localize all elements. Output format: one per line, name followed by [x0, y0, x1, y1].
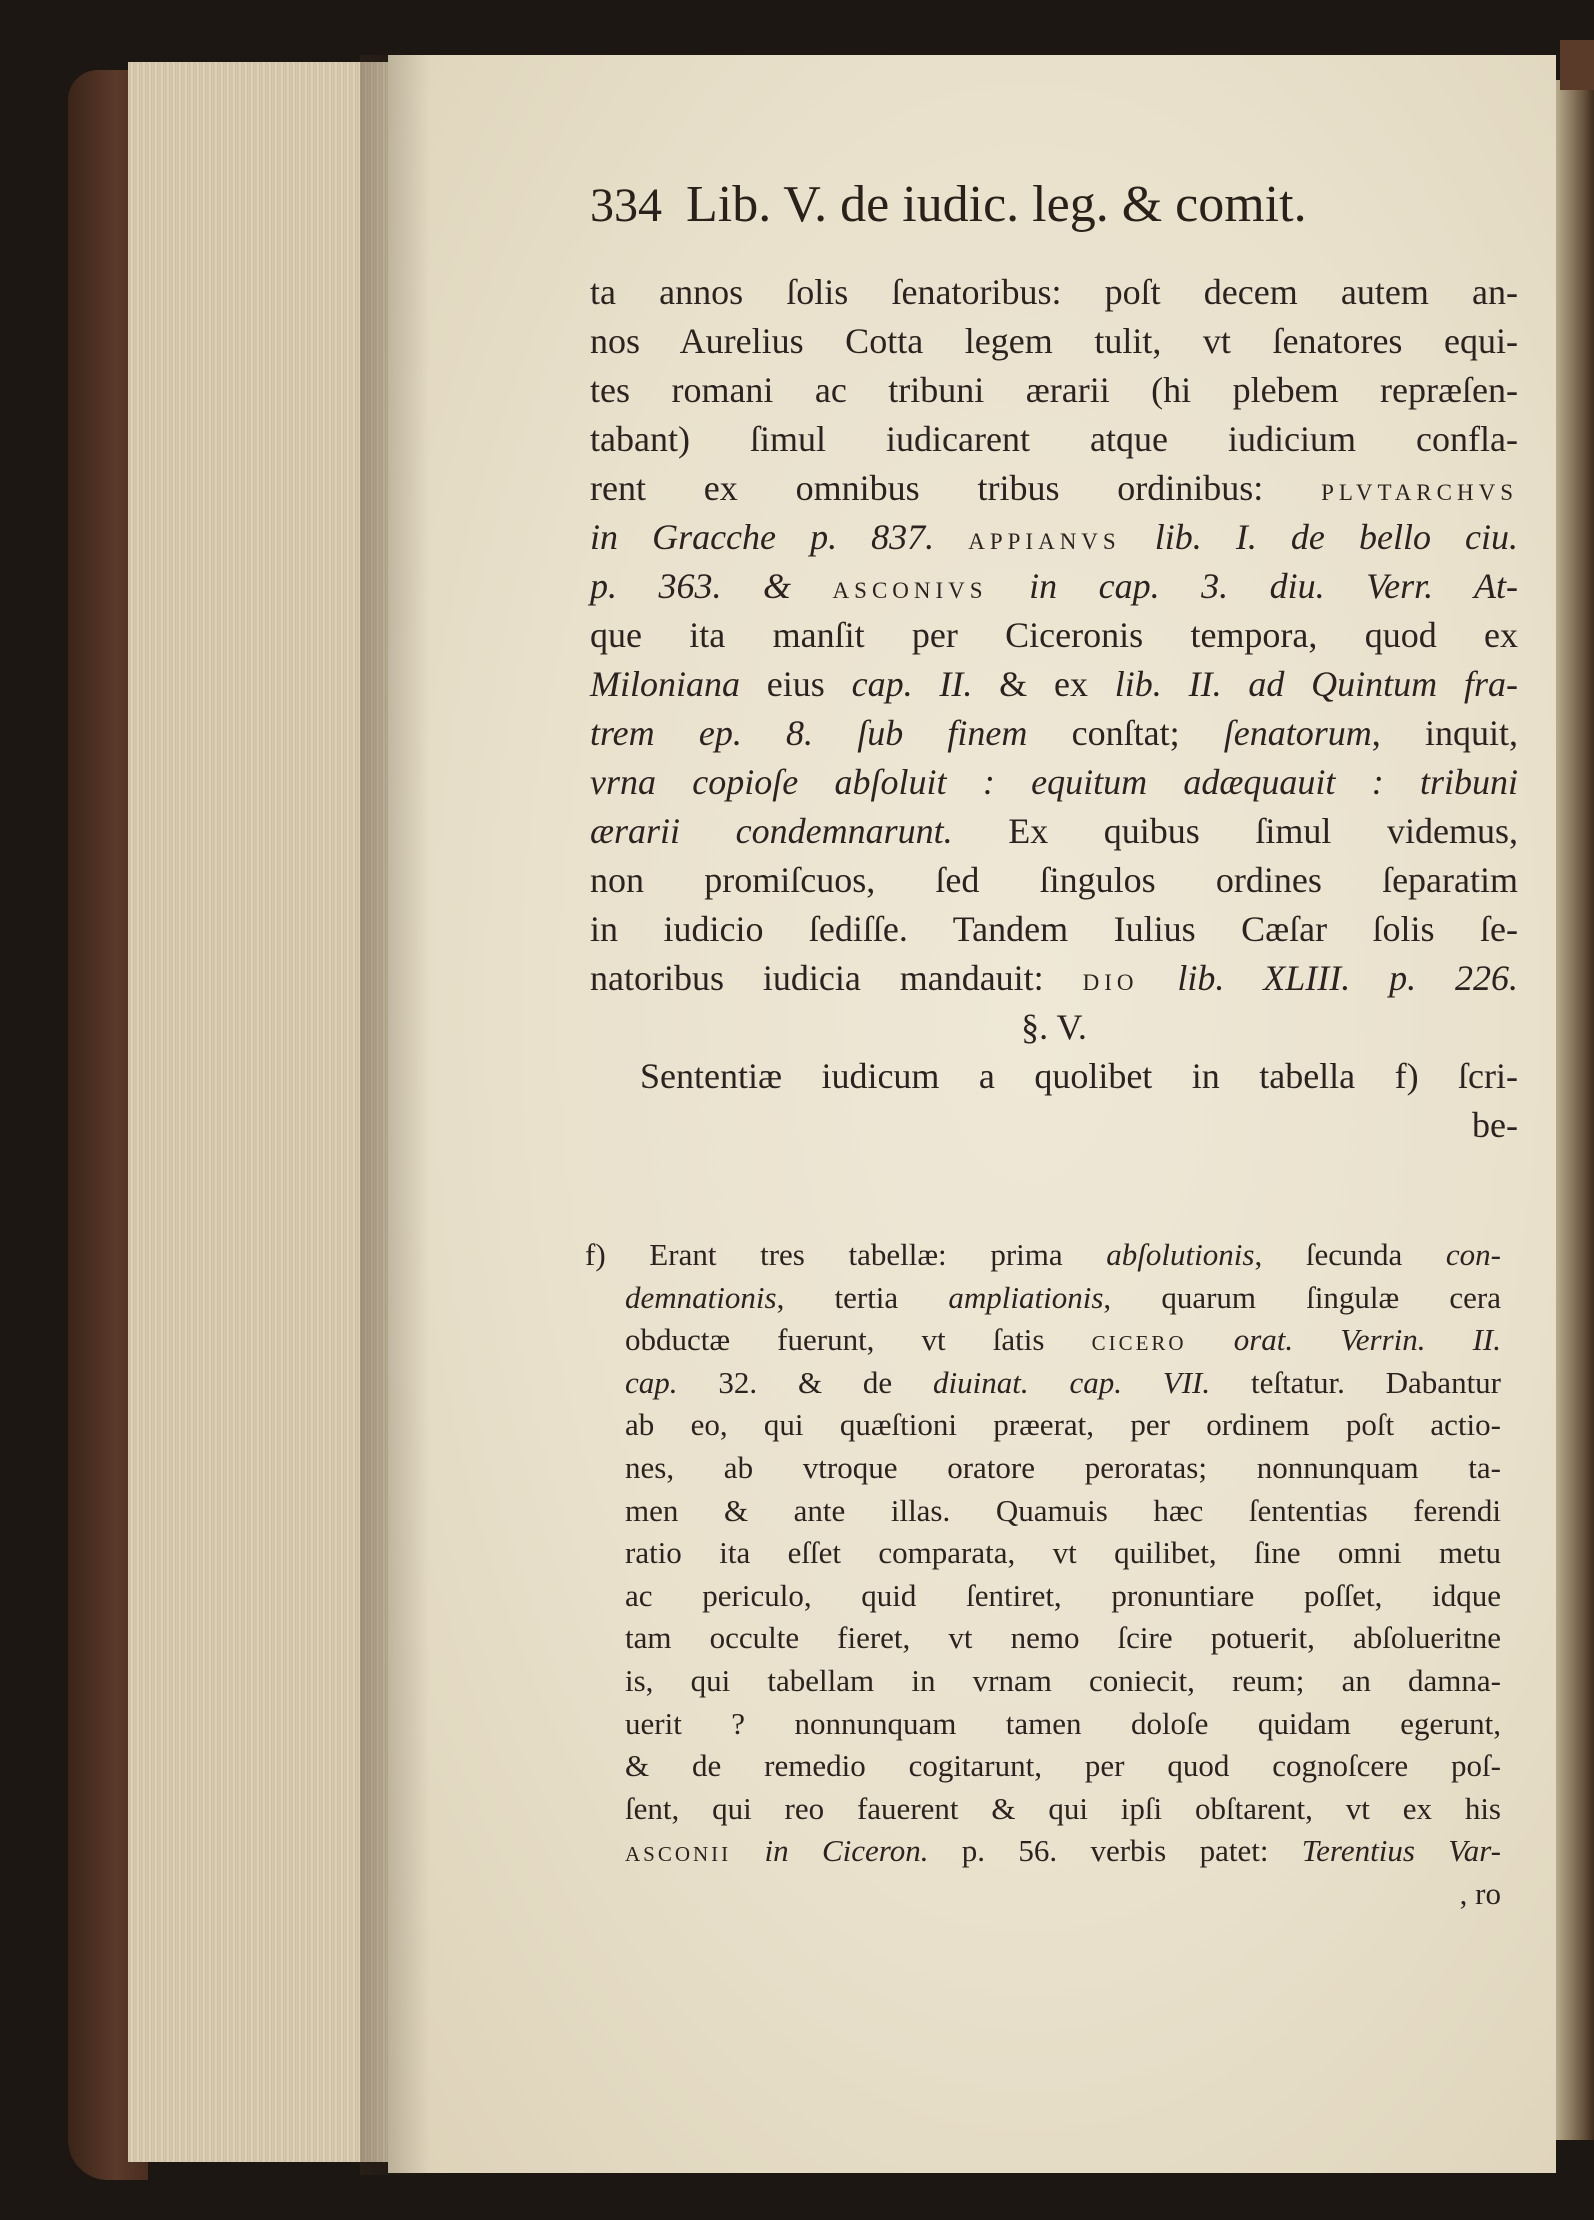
citation: cap. II.	[851, 664, 973, 704]
author-name: DIO	[1082, 970, 1139, 995]
author-name: APPIANVS	[968, 529, 1121, 554]
text-span: & ex	[972, 664, 1115, 704]
footnote-line	[585, 1660, 1501, 1703]
footnote-line	[585, 1319, 1501, 1362]
gutter-shadow	[360, 55, 430, 2175]
citation: lib. II. ad Quintum fra-	[1114, 664, 1518, 704]
text-span: obductæ fuerunt, vt ſatis	[625, 1322, 1092, 1358]
footnote-line	[585, 1788, 1501, 1831]
text-span	[1187, 1322, 1234, 1357]
footnote-line	[585, 1404, 1501, 1447]
text-span: natoribus iudicia mandauit:	[590, 958, 1083, 998]
text-span: uerit ? nonnunquam tamen doloſe quidam egerunt,	[625, 1705, 1501, 1741]
citation: diuinat. cap. VII.	[933, 1364, 1211, 1400]
footnote-line	[585, 1575, 1501, 1618]
text-span: nos Aurelius Cotta legem tulit, vt ſenatores equi-	[590, 321, 1518, 361]
citation: ſenatorum	[1223, 713, 1372, 753]
text-line	[590, 660, 1518, 709]
footnote-line	[585, 1277, 1501, 1320]
citation: trem ep. 8. ſub finem	[590, 713, 1028, 753]
citation: in Gracche p. 837.	[590, 517, 969, 557]
text-line	[590, 464, 1518, 513]
quotation: Terentius Var-	[1301, 1833, 1502, 1869]
footnote-line	[585, 1532, 1501, 1575]
text-span: tabant) ſimul iudicarent atque iudicium confla-	[590, 419, 1518, 459]
text-line	[590, 807, 1518, 856]
text-span: nes, ab vtroque oratore peroratas; nonnunquam ta-	[625, 1449, 1501, 1485]
section-heading: §. V.	[1021, 1007, 1087, 1047]
text-line	[590, 366, 1518, 415]
page-stack-edge	[128, 62, 390, 2162]
text-line	[590, 954, 1518, 1003]
text-span: 32. & de	[677, 1364, 934, 1400]
text-span: in iudicio ſediſſe. Tandem Iulius Cæſar ſolis ſe-	[590, 909, 1518, 949]
footnote-line	[585, 1490, 1501, 1533]
text-span: f) Erant tres tabellæ: prima	[585, 1237, 1107, 1272]
citation: lib. XLIII. p. 226.	[1138, 958, 1518, 998]
text-span: Ex quibus ſimul videmus,	[952, 811, 1518, 851]
term: ampliationis	[948, 1279, 1104, 1315]
text-span: ac periculo, quid ſentiret, pronuntiare poſſet, idque	[625, 1577, 1501, 1613]
text-span: , tertia	[776, 1279, 949, 1315]
quotation: vrna copioſe abſoluit : equitum adæquauit : tribuni	[590, 762, 1518, 802]
citation: orat. Verrin. II.	[1233, 1322, 1502, 1358]
text-line	[590, 905, 1518, 954]
text-span: is, qui tabellam in vrnam coniecit, reum; an damna-	[625, 1662, 1501, 1698]
text-line	[590, 415, 1518, 464]
citation: cap.	[625, 1364, 678, 1400]
running-header	[590, 175, 1410, 245]
footnote	[585, 1234, 1501, 1916]
footnote-line	[585, 1745, 1501, 1788]
text-span: & de remedio cogitarunt, per quod cognoſcere poſ-	[625, 1748, 1501, 1784]
footnote-line	[585, 1617, 1501, 1660]
author-name: ASCONII	[625, 1842, 732, 1867]
text-span	[731, 1833, 764, 1868]
text-span: ab eo, qui quæſtioni præerat, per ordinem poſt actio-	[625, 1407, 1501, 1443]
term: con-	[1445, 1237, 1501, 1272]
text-span: non promiſcuos, ſed ſingulos ordines ſeparatim	[590, 860, 1518, 900]
text-span: teſtatur. Dabantur	[1210, 1364, 1501, 1400]
text-span: , ſecunda	[1254, 1237, 1446, 1272]
text-line	[590, 758, 1518, 807]
footnote-line	[585, 1830, 1501, 1873]
text-line	[590, 709, 1518, 758]
text-line	[590, 268, 1518, 317]
right-cover-corner	[1560, 40, 1594, 90]
text-span: men & ante illas. Quamuis hæc ſententias ferendi	[625, 1492, 1501, 1528]
text-span: , inquit,	[1371, 713, 1519, 753]
text-line	[590, 1052, 1518, 1101]
text-span: ratio ita eſſet comparata, vt quilibet, ſine omni metu	[625, 1535, 1501, 1571]
author-name: ASCONIVS	[832, 578, 988, 603]
running-title: Lib. V. de iudic. leg. & comit.	[686, 176, 1307, 233]
citation: Miloniana	[590, 664, 740, 704]
citation: p. 363. &	[590, 566, 833, 606]
footnote-line	[585, 1703, 1501, 1746]
term: demnationis	[625, 1279, 777, 1315]
text-span: ſent, qui reo fauerent & qui ipſi obſtarent, vt ex his	[625, 1790, 1501, 1826]
quotation: ærarii condemnarunt.	[590, 811, 953, 851]
text-span: ta annos ſolis ſenatoribus: poſt decem autem an-	[590, 272, 1518, 312]
citation: in cap. 3. diu. Verr. At-	[987, 566, 1518, 606]
footnote-line	[585, 1362, 1501, 1405]
author-name: PLVTARCHVS	[1321, 480, 1518, 505]
text-span: , quarum ſingulæ cera	[1103, 1279, 1502, 1315]
text-span: conſtat;	[1027, 713, 1224, 753]
text-line	[590, 856, 1518, 905]
text-span: que ita manſit per Ciceronis tempora, quod ex	[590, 615, 1518, 655]
author-name: CICERO	[1091, 1331, 1187, 1356]
citation: lib. I. de bello ciu.	[1120, 517, 1518, 557]
main-text	[590, 268, 1518, 1150]
footnote-line	[585, 1447, 1501, 1490]
citation: in Ciceron.	[764, 1833, 929, 1869]
catchword: be-	[1472, 1105, 1518, 1145]
text-span: rent ex omnibus tribus ordinibus:	[590, 468, 1322, 508]
text-span: p. 56. verbis patet:	[928, 1833, 1302, 1869]
footnote-line	[585, 1234, 1501, 1277]
text-line	[590, 317, 1518, 366]
text-span: Sententiæ iudicum a quolibet in tabella f) ſcri-	[640, 1056, 1518, 1096]
text-line	[590, 513, 1518, 562]
text-span: tam occulte fieret, vt nemo ſcire potuerit, abſolueritne	[625, 1620, 1501, 1656]
text-line	[590, 562, 1518, 611]
text-line	[590, 611, 1518, 660]
text-span: tes romani ac tribuni ærarii (hi plebem repræſen-	[590, 370, 1518, 410]
term: abſolutionis	[1106, 1237, 1255, 1272]
catchword: , ro	[1459, 1875, 1501, 1911]
page-number: 334	[590, 179, 662, 232]
text-span: eius	[740, 664, 852, 704]
right-binding-edge	[1556, 80, 1594, 2140]
